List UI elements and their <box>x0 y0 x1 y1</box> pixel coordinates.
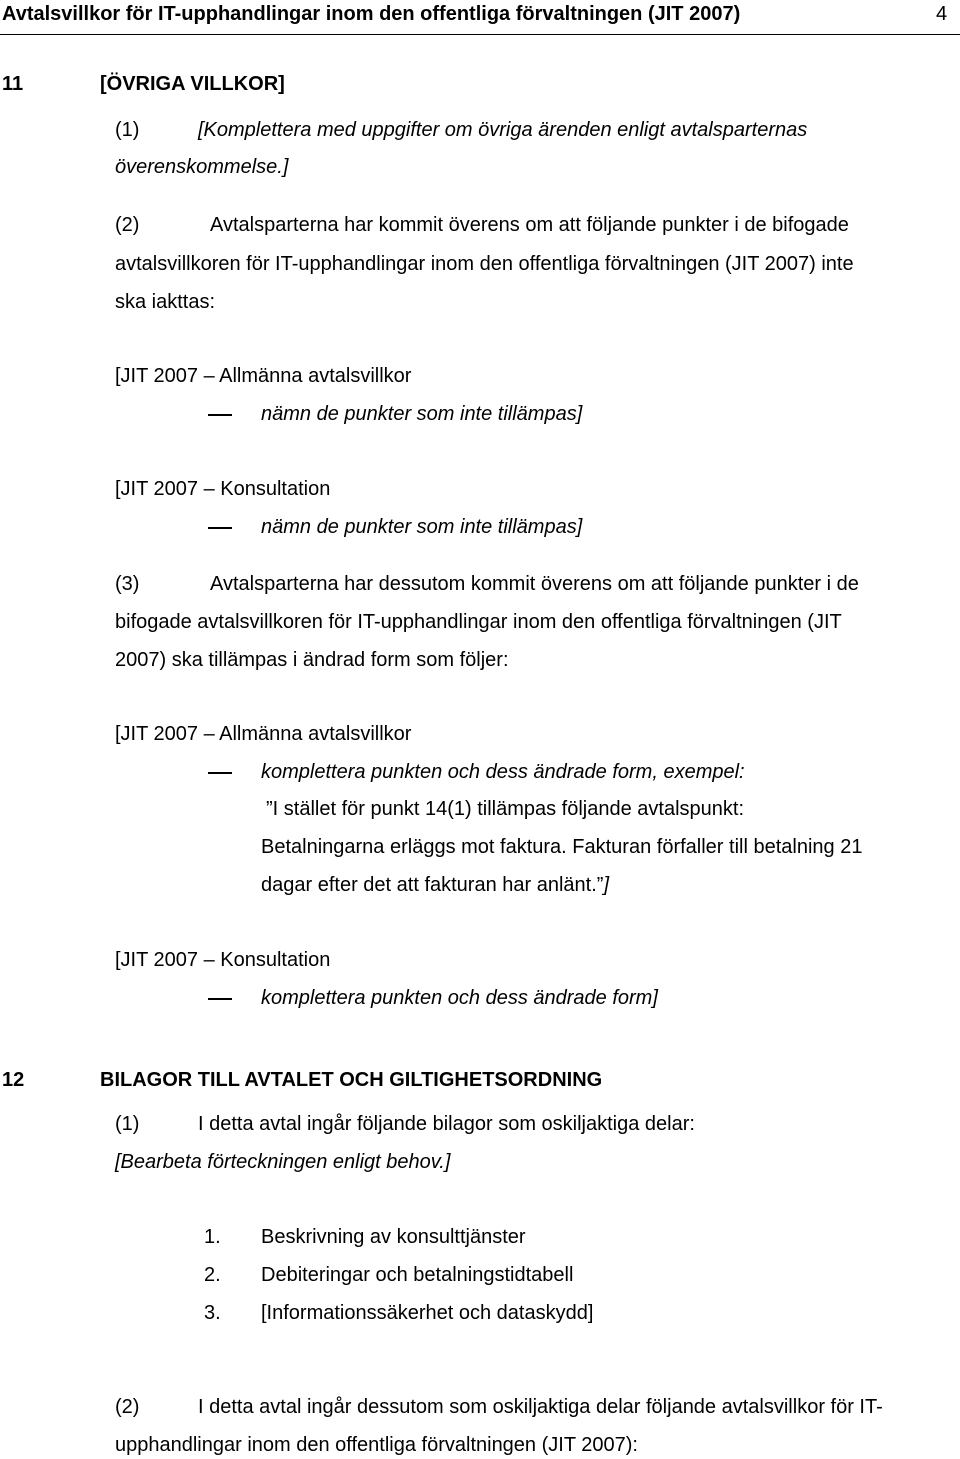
paragraph-text: överenskommelse.] <box>115 156 289 178</box>
dash-bullet <box>208 998 232 1000</box>
paragraph-text: avtalsvillkoren för IT-upphandlingar inom den offentliga förvaltningen (JIT 2007) inte <box>115 253 854 275</box>
page-number: 4 <box>936 3 948 25</box>
example-text: ”I stället för punkt 14(1) tillämpas följande avtalspunkt: <box>266 798 745 820</box>
paragraph-number: (1) <box>115 1113 140 1135</box>
paragraph-text: upphandlingar inom den offentliga förvaltningen (JIT 2007): <box>115 1434 638 1456</box>
example-text <box>261 873 609 897</box>
header-rule <box>0 34 960 35</box>
list-item-number: 3. <box>204 1302 221 1324</box>
paragraph-text: [Komplettera med uppgifter om övriga ärenden enligt avtalsparternas <box>198 119 808 141</box>
section-heading: BILAGOR TILL AVTALET OCH GILTIGHETSORDNING <box>100 1069 603 1091</box>
section-heading: [ÖVRIGA VILLKOR] <box>100 73 285 95</box>
dash-bullet <box>208 772 232 774</box>
list-item-number: 1. <box>204 1226 221 1248</box>
example-text-main: dagar efter det att fakturan har anlänt.” <box>261 874 604 896</box>
block-item: komplettera punkten och dess ändrade form, exempel: <box>261 761 745 783</box>
block-item: komplettera punkten och dess ändrade form] <box>261 987 658 1009</box>
dash-bullet <box>208 414 232 416</box>
example-text-bracket: ] <box>603 874 609 896</box>
block-title: [JIT 2007 – Konsultation <box>115 949 331 971</box>
list-item: Debiteringar och betalningstidtabell <box>261 1264 574 1286</box>
block-item: nämn de punkter som inte tillämpas] <box>261 516 583 538</box>
block-item: nämn de punkter som inte tillämpas] <box>261 403 583 425</box>
paragraph-text: 2007) ska tillämpas i ändrad form som följer: <box>115 649 509 671</box>
paragraph-text: bifogade avtalsvillkoren för IT-upphandlingar inom den offentliga förvaltningen (JIT <box>115 611 842 633</box>
paragraph-text: I detta avtal ingår dessutom som oskiljaktiga delar följande avtalsvillkor för IT- <box>198 1396 883 1418</box>
example-text: Betalningarna erläggs mot faktura. Fakturan förfaller till betalning 21 <box>261 836 863 858</box>
paragraph-number: (2) <box>115 1396 140 1418</box>
block-title: [JIT 2007 – Allmänna avtalsvillkor <box>115 365 412 387</box>
page-header-title: Avtalsvillkor för IT-upphandlingar inom den offentliga förvaltningen (JIT 2007) <box>2 3 741 25</box>
paragraph-text: Avtalsparterna har kommit överens om att följande punkter i de bifogade <box>210 214 849 236</box>
paragraph-text: ska iakttas: <box>115 291 216 313</box>
list-item: Beskrivning av konsulttjänster <box>261 1226 526 1248</box>
block-title: [JIT 2007 – Allmänna avtalsvillkor <box>115 723 412 745</box>
paragraph-text: Avtalsparterna har dessutom kommit överens om att följande punkter i de <box>210 573 859 595</box>
section-number: 12 <box>2 1069 25 1091</box>
dash-bullet <box>208 527 232 529</box>
paragraph-note: [Bearbeta förteckningen enligt behov.] <box>115 1151 451 1173</box>
list-item: [Informationssäkerhet och dataskydd] <box>261 1302 594 1324</box>
paragraph-number: (1) <box>115 119 140 141</box>
paragraph-text: I detta avtal ingår följande bilagor som oskiljaktiga delar: <box>198 1113 695 1135</box>
section-number: 11 <box>2 73 24 95</box>
paragraph-number: (3) <box>115 573 140 595</box>
block-title: [JIT 2007 – Konsultation <box>115 478 331 500</box>
paragraph-number: (2) <box>115 214 140 236</box>
list-item-number: 2. <box>204 1264 221 1286</box>
